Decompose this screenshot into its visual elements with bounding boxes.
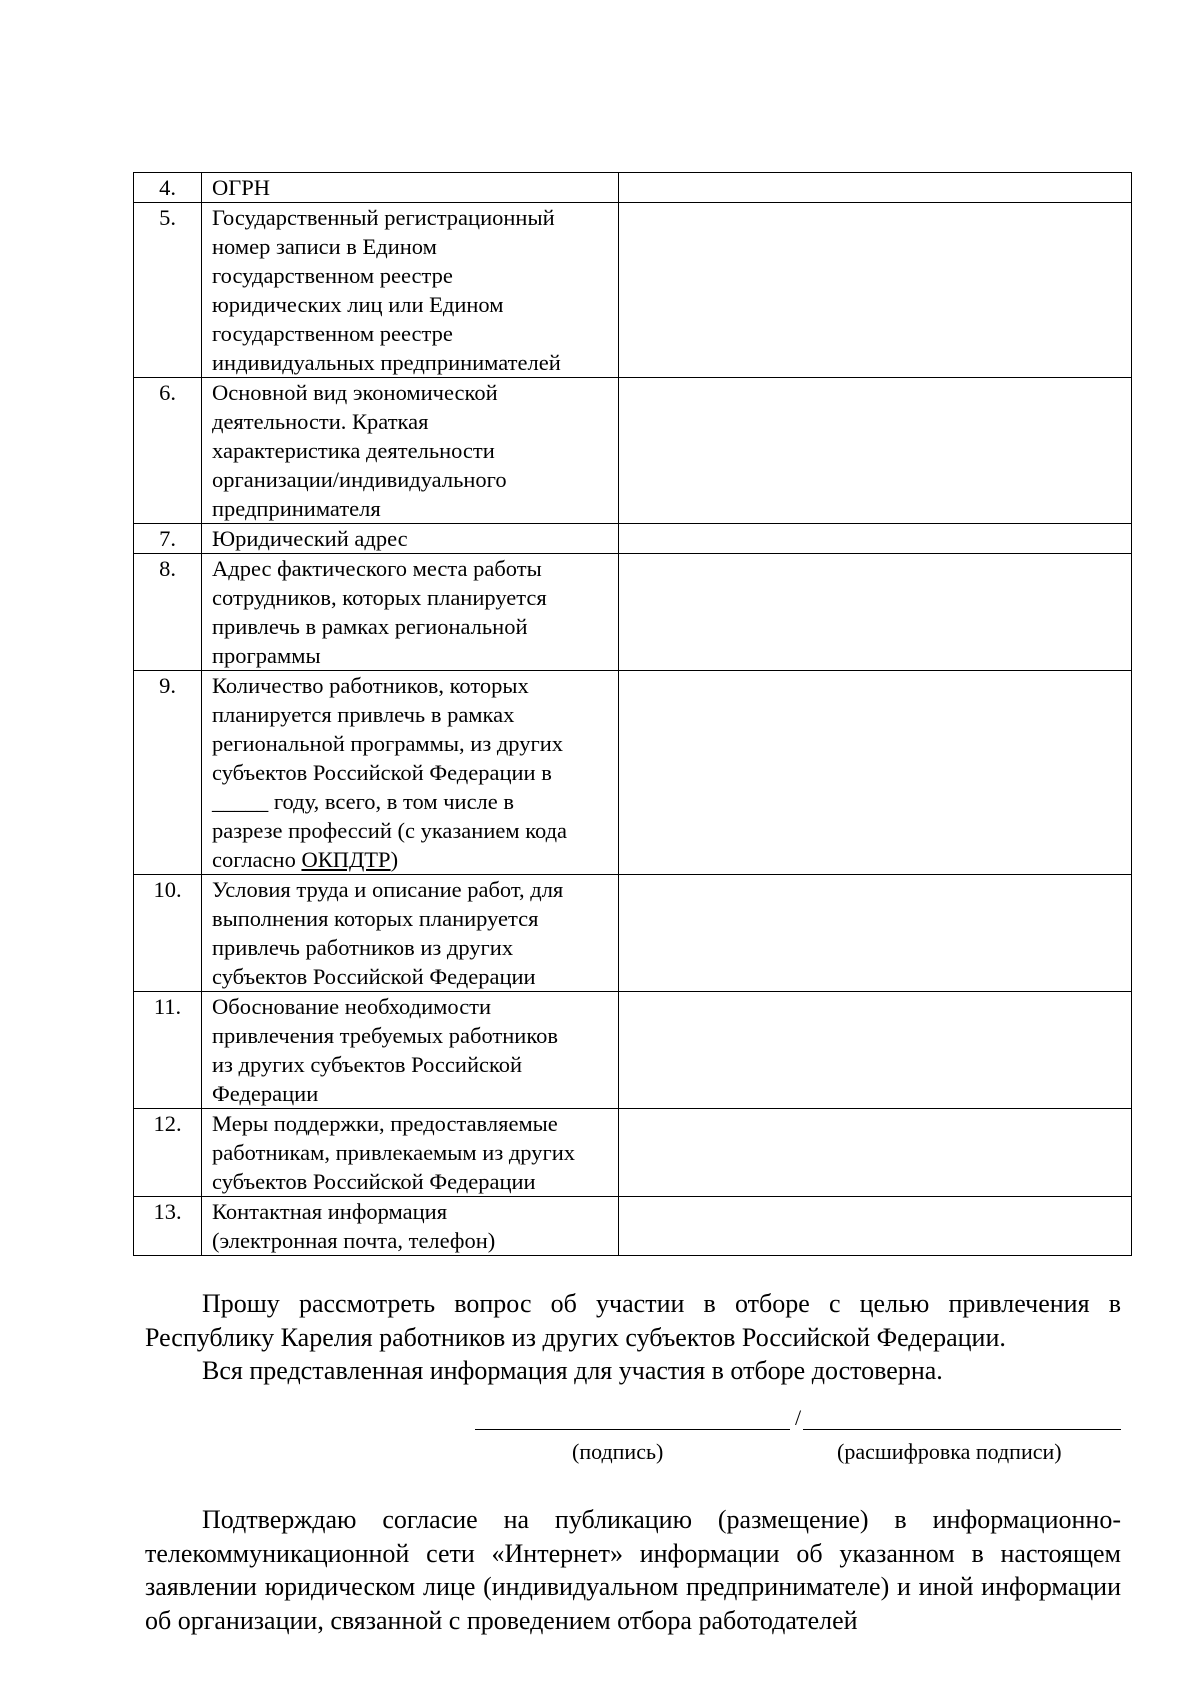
row-label-line: деятельности. Краткая — [212, 409, 429, 434]
label-text: согласно — [212, 847, 302, 872]
row-label — [202, 875, 619, 992]
row-label-line: индивидуальных предпринимателей — [212, 350, 561, 375]
row-label-line — [212, 845, 612, 874]
row-label-line: предпринимателя — [212, 496, 381, 521]
table-row — [134, 992, 1132, 1109]
request-paragraph: Прошу рассмотреть вопрос об участии в отборе с целью привлечения в Республику Карелия работников из других субъектов Российской Федерации. — [145, 1289, 1121, 1352]
row-label-line: Государственный регистрационный — [212, 205, 555, 230]
row-label-line: Федерации — [212, 1081, 319, 1106]
row-number: 6. — [134, 378, 202, 524]
row-label-line: из других субъектов Российской — [212, 1052, 523, 1077]
row-label-line: номер записи в Едином — [212, 234, 437, 259]
table-row — [134, 671, 1132, 875]
row-label-line: сотрудников, которых планируется — [212, 585, 547, 610]
row-label-line: Основной вид экономической — [212, 380, 498, 405]
row-label-line: Контактная информация — [212, 1199, 448, 1224]
row-label — [202, 992, 619, 1109]
row-label-line: Юридический адрес — [212, 526, 408, 551]
row-value-field[interactable] — [619, 173, 1132, 203]
table-row — [134, 554, 1132, 671]
table-row — [134, 173, 1132, 203]
row-number: 8. — [134, 554, 202, 671]
row-label — [202, 203, 619, 378]
consent-paragraph: Подтверждаю согласие на публикацию (размещение) в информационно-телекоммуникационной сети «Интернет» информации об указанном в настоящем заявлении юридическом лице (индивидуальном предпринимателе) и иной информации об организации, связанной с проведением отбора работодателей — [145, 1505, 1121, 1635]
row-value-field[interactable] — [619, 1197, 1132, 1256]
row-label-line: Обоснование необходимости — [212, 994, 492, 1019]
row-label-line: программы — [212, 643, 321, 668]
row-label — [202, 1109, 619, 1197]
row-label-line: характеристика деятельности — [212, 438, 495, 463]
table-row — [134, 1109, 1132, 1197]
row-label-line: Условия труда и описание работ, для — [212, 877, 564, 902]
row-label — [202, 173, 619, 203]
row-label — [202, 1197, 619, 1256]
row-label-line: выполнения которых планируется — [212, 906, 539, 931]
row-label-line: субъектов Российской Федерации — [212, 1169, 536, 1194]
row-number: 5. — [134, 203, 202, 378]
row-value-field[interactable] — [619, 875, 1132, 992]
table-row — [134, 875, 1132, 992]
row-label-line: юридических лиц или Едином — [212, 292, 504, 317]
row-label-line: региональной программы, из других — [212, 731, 564, 756]
row-label — [202, 671, 619, 875]
row-label — [202, 378, 619, 524]
row-number: 4. — [134, 173, 202, 203]
row-value-field[interactable] — [619, 203, 1132, 378]
row-label-line: разрезе профессий (с указанием кода — [212, 818, 568, 843]
row-label-line: привлечения требуемых работников — [212, 1023, 558, 1048]
row-value-field[interactable] — [619, 554, 1132, 671]
signature-decoding-field[interactable] — [803, 1429, 1121, 1430]
row-label-line: (электронная почта, телефон) — [212, 1228, 496, 1253]
row-label — [202, 554, 619, 671]
row-label-line: Адрес фактического места работы — [212, 556, 542, 581]
row-label-line: государственном реестре — [212, 263, 453, 288]
label-text: ) — [390, 847, 399, 872]
row-number: 12. — [134, 1109, 202, 1197]
row-number: 10. — [134, 875, 202, 992]
signature-decoding-caption: (расшифровка подписи) — [837, 1439, 1062, 1464]
signature-separator: / — [795, 1405, 802, 1430]
okpdtr-link[interactable]: ОКПДТР — [301, 847, 391, 872]
row-label — [202, 524, 619, 554]
row-label-line: ОГРН — [212, 175, 271, 200]
row-label-line: _____ году, всего, в том числе в — [212, 789, 515, 814]
reliability-statement: Вся представленная информация для участия в отборе достоверна. — [202, 1356, 943, 1385]
row-value-field[interactable] — [619, 671, 1132, 875]
table-row — [134, 203, 1132, 378]
signature-caption: (подпись) — [572, 1439, 664, 1464]
table-row — [134, 378, 1132, 524]
signature-field[interactable] — [475, 1429, 790, 1430]
row-number: 9. — [134, 671, 202, 875]
row-label-line: привлечь работников из других — [212, 935, 514, 960]
application-form-table — [133, 172, 1132, 1256]
row-label-line: субъектов Российской Федерации — [212, 964, 536, 989]
row-label-line: Количество работников, которых — [212, 673, 529, 698]
table-row — [134, 1197, 1132, 1256]
table-row — [134, 524, 1132, 554]
row-number: 13. — [134, 1197, 202, 1256]
row-value-field[interactable] — [619, 524, 1132, 554]
row-label-line: организации/индивидуального — [212, 467, 507, 492]
row-value-field[interactable] — [619, 1109, 1132, 1197]
row-label-line: субъектов Российской Федерации в — [212, 760, 552, 785]
row-label-line: Меры поддержки, предоставляемые — [212, 1111, 558, 1136]
row-label-line: работникам, привлекаемым из других — [212, 1140, 575, 1165]
row-number: 11. — [134, 992, 202, 1109]
row-label-line: планируется привлечь в рамках — [212, 702, 515, 727]
row-label-line: привлечь в рамках региональной — [212, 614, 528, 639]
row-value-field[interactable] — [619, 378, 1132, 524]
row-number: 7. — [134, 524, 202, 554]
row-value-field[interactable] — [619, 992, 1132, 1109]
row-label-line: государственном реестре — [212, 321, 453, 346]
